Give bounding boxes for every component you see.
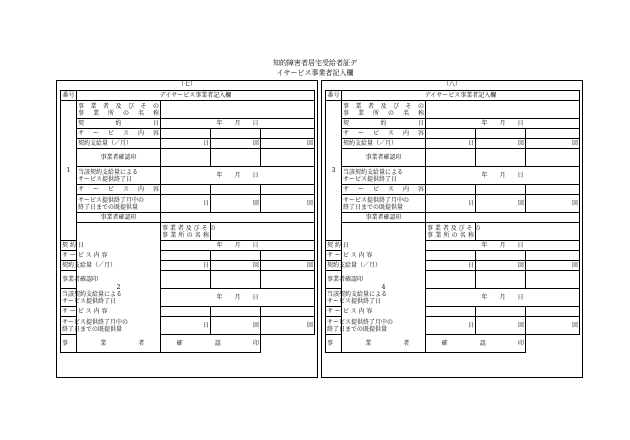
confirmation-seal-field-3[interactable] [261, 149, 315, 167]
contract-supply-field-1[interactable]: 日 [426, 139, 476, 149]
service-content-field-3[interactable] [261, 251, 315, 261]
business-name-field[interactable] [426, 101, 580, 119]
contract-date-label: 契 約 日 [78, 120, 159, 127]
service-content-field-1[interactable] [426, 251, 476, 261]
service-content-label: サ ー ビ ス 内 容 [62, 252, 108, 259]
confirmation-seal-field-1[interactable] [426, 149, 476, 167]
service-content2-field-1[interactable] [426, 307, 476, 317]
panel-number: （七） [177, 81, 196, 88]
provided-amount-field-3[interactable]: 回 [526, 317, 580, 335]
block-number: 3 [326, 101, 342, 241]
service-content2-field-3[interactable] [526, 185, 580, 195]
service-end-date-field[interactable]: 年 月 日 [426, 167, 580, 185]
provided-amount-field-2[interactable]: 回 [211, 317, 261, 335]
service-content-field-2[interactable] [476, 251, 526, 261]
service-content-label-2: サ ー ビ ス 内 容 [78, 186, 159, 193]
contract-supply-field-2[interactable]: 回 [211, 261, 261, 271]
entry-table [60, 90, 315, 353]
service-end-date-label: 当該契約支給量による サービス提供終了日 [62, 290, 123, 305]
contract-date-label: 契 約 日 [62, 242, 84, 249]
business-confirmation-label: 事業者確認印 [61, 271, 77, 289]
form-panel-left [56, 80, 318, 378]
service-content-field-3[interactable] [526, 251, 580, 261]
service-content2-field-2[interactable] [476, 185, 526, 195]
number-column-header: 番号 [327, 92, 340, 99]
provided-amount-field-3[interactable]: 回 [261, 195, 315, 213]
contract-supply-field-3[interactable]: 回 [261, 139, 315, 149]
business-name-label: 事 業 者 及 び そ の 事 業 所 の 名 称 [343, 102, 424, 117]
service-content-label-2: サ ー ビ ス 内 容 [343, 186, 424, 193]
contract-supply-field-3[interactable]: 回 [261, 261, 315, 271]
contract-supply-label: 契約支給量（／月） [342, 139, 426, 149]
service-content2-field-3[interactable] [526, 307, 580, 317]
service-content2-field-2[interactable] [211, 307, 261, 317]
service-content-label: サ ー ビ ス 内 容 [78, 130, 159, 137]
service-content-label: サ ー ビ ス 内 容 [327, 252, 373, 259]
service-content-field-3[interactable] [526, 129, 580, 139]
provided-amount-field-3[interactable]: 回 [261, 317, 315, 335]
contract-supply-field-3[interactable]: 回 [526, 261, 580, 271]
contract-supply-field-3[interactable]: 回 [526, 139, 580, 149]
provided-amount-field-1[interactable]: 日 [426, 195, 476, 213]
contract-supply-field-1[interactable]: 日 [426, 261, 476, 271]
section-header: デイサービス事業者記入欄 [342, 91, 580, 101]
provided-amount-field-1[interactable]: 日 [161, 317, 211, 335]
service-content-field-3[interactable] [261, 129, 315, 139]
service-content-field-1[interactable] [161, 129, 211, 139]
business-confirmation-label: 事業者確認印 [77, 149, 161, 167]
service-content2-field-1[interactable] [161, 307, 211, 317]
provided-amount-field-2[interactable]: 回 [476, 195, 526, 213]
contract-supply-field-1[interactable]: 日 [161, 139, 211, 149]
service-content-label-2: サ ー ビ ス 内 容 [62, 308, 108, 315]
business-confirmation-label: 事業者確認印 [326, 271, 342, 289]
service-end-date-label: 当該契約支給量による サービス提供終了日 [342, 167, 426, 185]
provided-amount-label: サービス提供終了月中の 終了日までの既提供量 [62, 318, 129, 333]
provided-amount-label: サービス提供終了月中の 終了日までの既提供量 [342, 195, 426, 213]
business-confirmation-seal: 事業者確認印 [77, 213, 161, 223]
seal-field[interactable] [161, 213, 315, 223]
contract-date-field[interactable]: 年 月 日 [426, 119, 580, 129]
contract-supply-field-2[interactable]: 回 [476, 139, 526, 149]
provided-amount-field-2[interactable]: 回 [476, 317, 526, 335]
provided-amount-field-1[interactable]: 日 [426, 317, 476, 335]
confirmation-seal-field-1[interactable] [426, 271, 476, 289]
contract-date-field[interactable]: 年 月 日 [161, 119, 315, 129]
confirmation-seal-field-2[interactable] [211, 149, 261, 167]
contract-supply-label: 契約支給量（／月） [77, 139, 161, 149]
business-confirmation-label: 事業者確認印 [342, 149, 426, 167]
contract-supply-label: 契約支給量（／月） [327, 262, 382, 269]
service-end-date-field[interactable]: 年 月 日 [161, 289, 315, 307]
business-name-label: 事 業 者 及 び そ の 事 業 所 の 名 称 [162, 224, 216, 239]
business-confirmation-seal: 事業者確認印 [342, 213, 426, 223]
contract-date-field[interactable]: 年 月 日 [426, 241, 580, 251]
provided-amount-field-3[interactable]: 回 [526, 195, 580, 213]
business-confirmation-seal: 事 業 者 確 認 印 [326, 335, 526, 353]
confirmation-seal-field-3[interactable] [526, 271, 580, 289]
service-content-field-2[interactable] [476, 129, 526, 139]
contract-date-field[interactable]: 年 月 日 [161, 241, 315, 251]
service-content2-field-3[interactable] [261, 185, 315, 195]
confirmation-seal-field-3[interactable] [526, 149, 580, 167]
business-name-field[interactable] [476, 223, 580, 241]
confirmation-seal-field-2[interactable] [211, 271, 261, 289]
business-name-field[interactable] [161, 101, 315, 119]
service-content2-field-1[interactable] [426, 185, 476, 195]
document-title-line2: イサービス事業者記入欄 [276, 69, 354, 77]
document-title-line1: 知的障害者居宅受給者証デ [273, 59, 357, 67]
provided-amount-label: サービス提供終了月中の 終了日までの既提供量 [327, 318, 394, 333]
service-end-date-field[interactable]: 年 月 日 [426, 289, 580, 307]
panel-number: （八） [442, 81, 461, 88]
contract-supply-field-2[interactable]: 回 [476, 261, 526, 271]
contract-date-label: 契 約 日 [327, 242, 349, 249]
contract-supply-field-2[interactable]: 回 [211, 139, 261, 149]
contract-date-label: 契 約 日 [343, 120, 424, 127]
service-content-field-1[interactable] [426, 129, 476, 139]
confirmation-seal-field-1[interactable] [161, 149, 211, 167]
number-column-header: 番号 [62, 92, 75, 99]
business-confirmation-seal: 事 業 者 確 認 印 [61, 335, 261, 353]
service-content-field-2[interactable] [211, 129, 261, 139]
service-end-date-label: 当該契約支給量による サービス提供終了日 [77, 167, 161, 185]
service-content2-field-3[interactable] [261, 307, 315, 317]
service-content2-field-1[interactable] [161, 185, 211, 195]
service-end-date-label: 当該契約支給量による サービス提供終了日 [327, 290, 388, 305]
entry-table [325, 90, 580, 353]
service-end-date-field[interactable]: 年 月 日 [161, 167, 315, 185]
contract-supply-label: 契約支給量（／月） [62, 262, 117, 269]
block-number: 4 [342, 223, 426, 353]
seal-field[interactable] [426, 213, 580, 223]
contract-supply-field-1[interactable]: 日 [161, 261, 211, 271]
confirmation-seal-field-2[interactable] [476, 271, 526, 289]
service-content-label-2: サ ー ビ ス 内 容 [327, 308, 373, 315]
business-name-label: 事 業 者 及 び そ の 事 業 所 の 名 称 [78, 102, 159, 117]
provided-amount-label: サービス提供終了月中の 終了日までの既提供量 [77, 195, 161, 213]
service-content-field-2[interactable] [211, 251, 261, 261]
service-content2-field-2[interactable] [476, 307, 526, 317]
service-content2-field-2[interactable] [211, 185, 261, 195]
block-number: 2 [77, 223, 161, 353]
provided-amount-field-1[interactable]: 日 [161, 195, 211, 213]
block-number: 1 [61, 101, 77, 241]
confirmation-seal-field-1[interactable] [161, 271, 211, 289]
service-content-field-1[interactable] [161, 251, 211, 261]
business-name-field[interactable] [211, 223, 315, 241]
confirmation-seal-field-3[interactable] [261, 271, 315, 289]
confirmation-seal-field-2[interactable] [476, 149, 526, 167]
document-title [0, 58, 630, 78]
business-name-label: 事 業 者 及 び そ の 事 業 所 の 名 称 [427, 224, 481, 239]
provided-amount-field-2[interactable]: 回 [211, 195, 261, 213]
service-content-label: サ ー ビ ス 内 容 [343, 130, 424, 137]
section-header: デイサービス事業者記入欄 [77, 91, 315, 101]
form-panel-right [321, 80, 583, 378]
